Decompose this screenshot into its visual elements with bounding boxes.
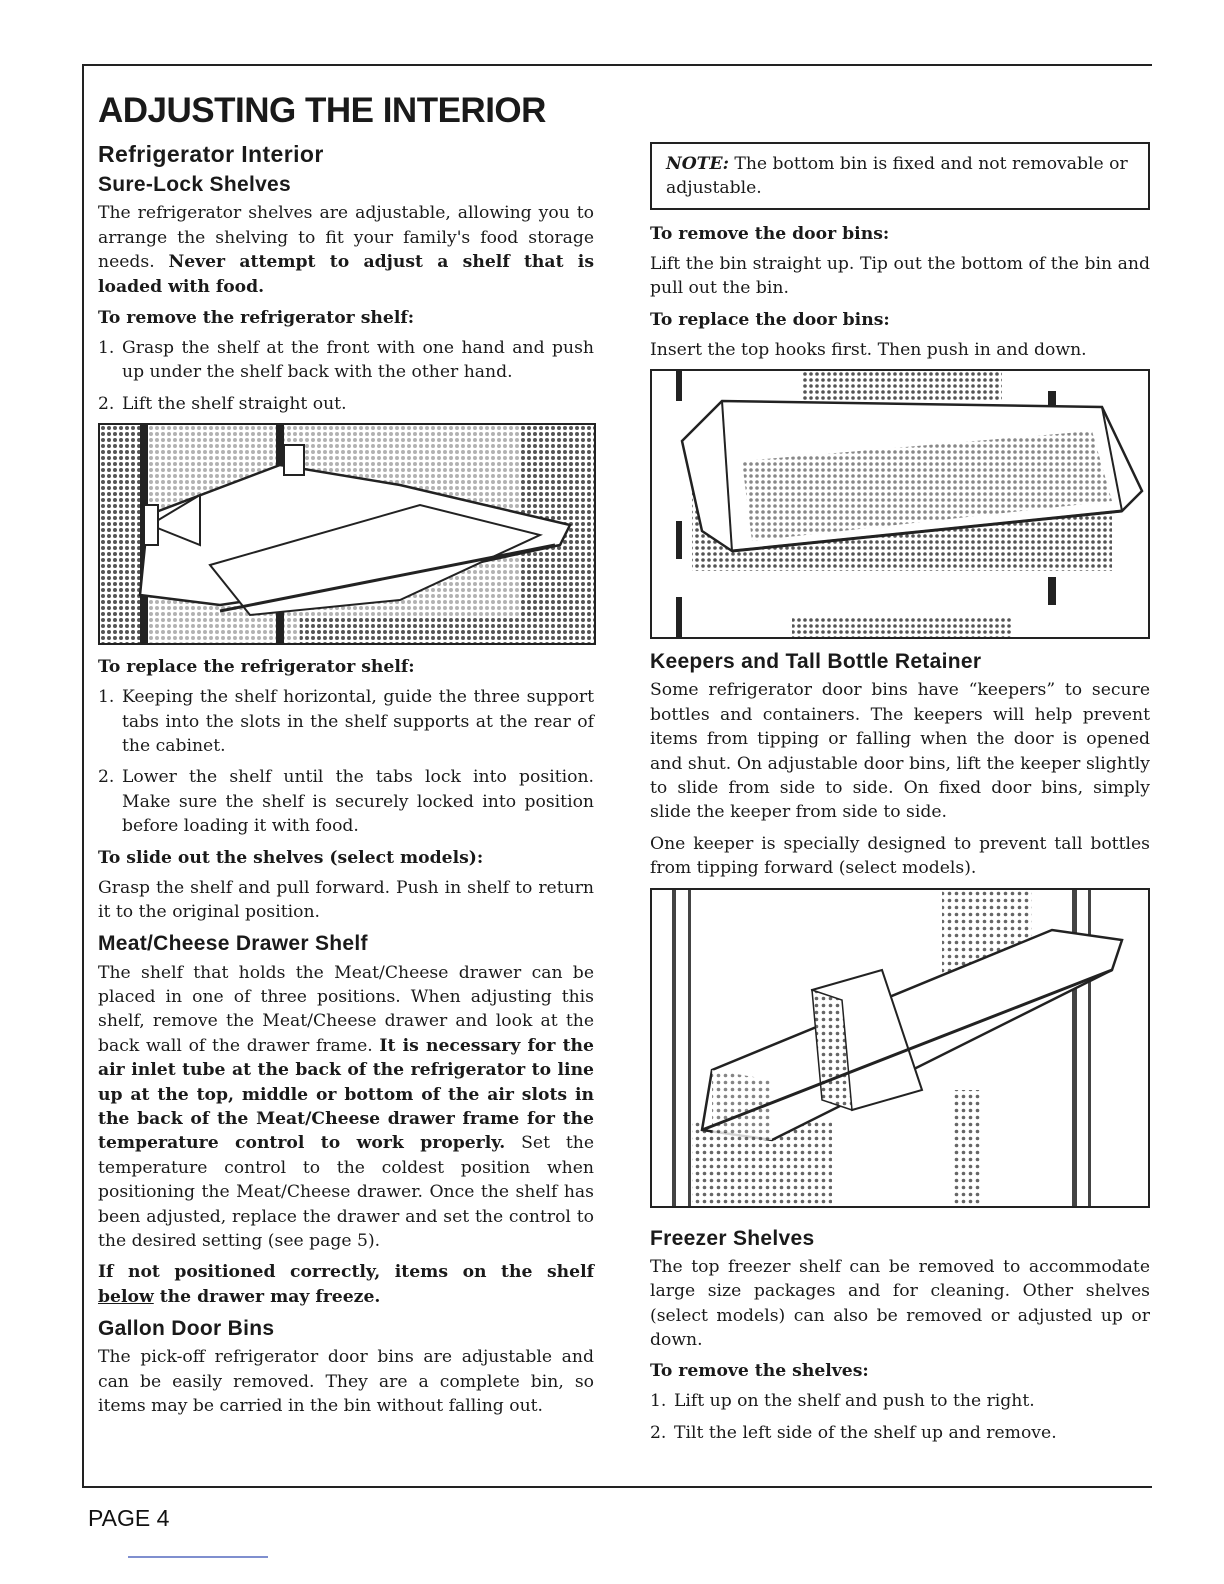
top-rule [82,64,1152,66]
remove-bins-text: Lift the bin straight up. Tip out the bottom of the bin and pull out the bin. [650,254,1150,299]
step-text: Lift the shelf straight out. [122,393,347,414]
note-text: The bottom bin is fixed and not removable or adjustable. [666,154,1128,198]
meat-cheese-text-a: The shelf that holds the Meat/Cheese drawer can be placed in one of three positions. When adjusting this shelf, remove the Meat/Cheese drawer and look at the back wall of the drawer frame. [98,962,594,1056]
remove-shelf-label: To remove the refrigerator shelf: [98,307,415,328]
remove-freezer-shelves-label: To remove the shelves: [650,1361,869,1382]
list-item [98,336,594,385]
step-number: 1. [98,687,115,708]
sure-lock-intro-text: The refrigerator shelves are adjustable, allowing you to arrange the shelving to fit your family's food storage needs. [98,203,594,273]
meat-cheese-text-b: Set the temperature control to the coldest position when positioning the Meat/Cheese drawer. Once the shelf has been adjusted, replace the drawer and set the control to the desired setting (see page 5). [98,1133,594,1252]
freezer-shelves-text: The top freezer shelf can be removed to accommodate large size packages and for cleaning. Other shelves (select models) can also be removed or adjusted up or down. [650,1256,1150,1351]
shelf-drawing [100,425,594,643]
keeper-drawing [652,890,1148,1206]
bottom-rule [82,1486,1152,1488]
step-text: Lower the shelf until the tabs lock into position. Make sure the shelf is securely locked into position before loading it with food. [122,767,594,837]
sure-lock-heading: Sure-Lock Shelves [98,173,292,197]
replace-bins-text: Insert the top hooks first. Then push in and down. [650,339,1087,360]
list-item [98,685,594,758]
replace-bins-label: To replace the door bins: [650,309,890,330]
step-number: 1. [98,337,115,358]
left-rule [82,64,84,1486]
warning-underlined: below [98,1286,154,1307]
meat-cheese-text-bold: It is necessary for the air inlet tube at the back of the refrigerator to line up at the top, middle or bottom of the air slots in the back of the Meat/Cheese drawer frame for the temperature control to work properly. [98,1035,594,1154]
step-text: Tilt the left side of the shelf up and remove. [674,1422,1057,1443]
page-title: ADJUSTING THE INTERIOR [98,91,546,130]
keepers-text: Some refrigerator door bins have “keepers” to secure bottles and containers. The keepers will help prevent items from tipping or falling when the door is opened and shut. On adjustable door bins, lift the keeper slightly to slide from side to side. On fixed door bins, simply slide the keeper from side to side. [650,680,1150,823]
list-item [650,1421,1150,1445]
door-bin-drawing [652,371,1148,637]
meat-cheese-warning [98,1260,594,1309]
left-column [98,92,594,1426]
gallon-bins-heading: Gallon Door Bins [98,1317,275,1341]
replace-shelf-label: To replace the refrigerator shelf: [98,657,415,678]
shelf-illustration [98,423,596,645]
keeper-illustration [650,888,1150,1208]
sure-lock-warning: Never attempt to adjust a shelf that is loaded with food. [98,252,595,297]
note-box [650,142,1150,210]
meat-cheese-heading: Meat/Cheese Drawer Shelf [98,932,368,956]
slide-shelves-label: To slide out the shelves (select models): [98,847,484,868]
list-item [98,392,594,416]
note-label: NOTE: [666,154,729,174]
keepers-heading: Keepers and Tall Bottle Retainer [650,650,982,674]
step-number: 2. [98,767,115,788]
meat-cheese-text [98,961,594,1254]
warning-text-a: If not positioned correctly, items on the shelf [98,1262,594,1283]
step-number: 2. [650,1422,667,1443]
sure-lock-intro [98,201,594,299]
scan-artifact-line [128,1556,268,1558]
list-item [650,1389,1150,1413]
step-text: Keeping the shelf horizontal, guide the three support tabs into the slots in the shelf supports at the rear of the cabinet. [122,687,594,756]
gallon-bins-text: The pick-off refrigerator door bins are adjustable and can be easily removed. They are a complete bin, so items may be carried in the bin without falling out. [98,1347,594,1417]
remove-bins-label: To remove the door bins: [650,224,890,244]
step-text: Lift up on the shelf and push to the right. [674,1391,1035,1412]
remove-shelf-steps [98,336,594,416]
slide-shelves-text: Grasp the shelf and pull forward. Push in shelf to return it to the original position. [98,877,594,922]
warning-text-b: the drawer may freeze. [159,1286,381,1307]
page-number: PAGE 4 [88,1505,170,1531]
door-bin-illustration [650,369,1150,639]
freezer-shelves-heading: Freezer Shelves [650,1226,815,1250]
step-number: 1. [650,1391,667,1412]
step-number: 2. [98,393,115,414]
step-text: Grasp the shelf at the front with one hand and push up under the shelf back with the other hand. [122,337,594,383]
right-column [650,142,1150,1452]
list-item [98,765,594,838]
tall-bottle-text: One keeper is specially designed to prevent tall bottles from tipping forward (select models). [650,833,1150,879]
remove-freezer-shelves-steps [650,1389,1150,1445]
refrigerator-interior-heading: Refrigerator Interior [98,140,324,167]
replace-shelf-steps [98,685,594,838]
